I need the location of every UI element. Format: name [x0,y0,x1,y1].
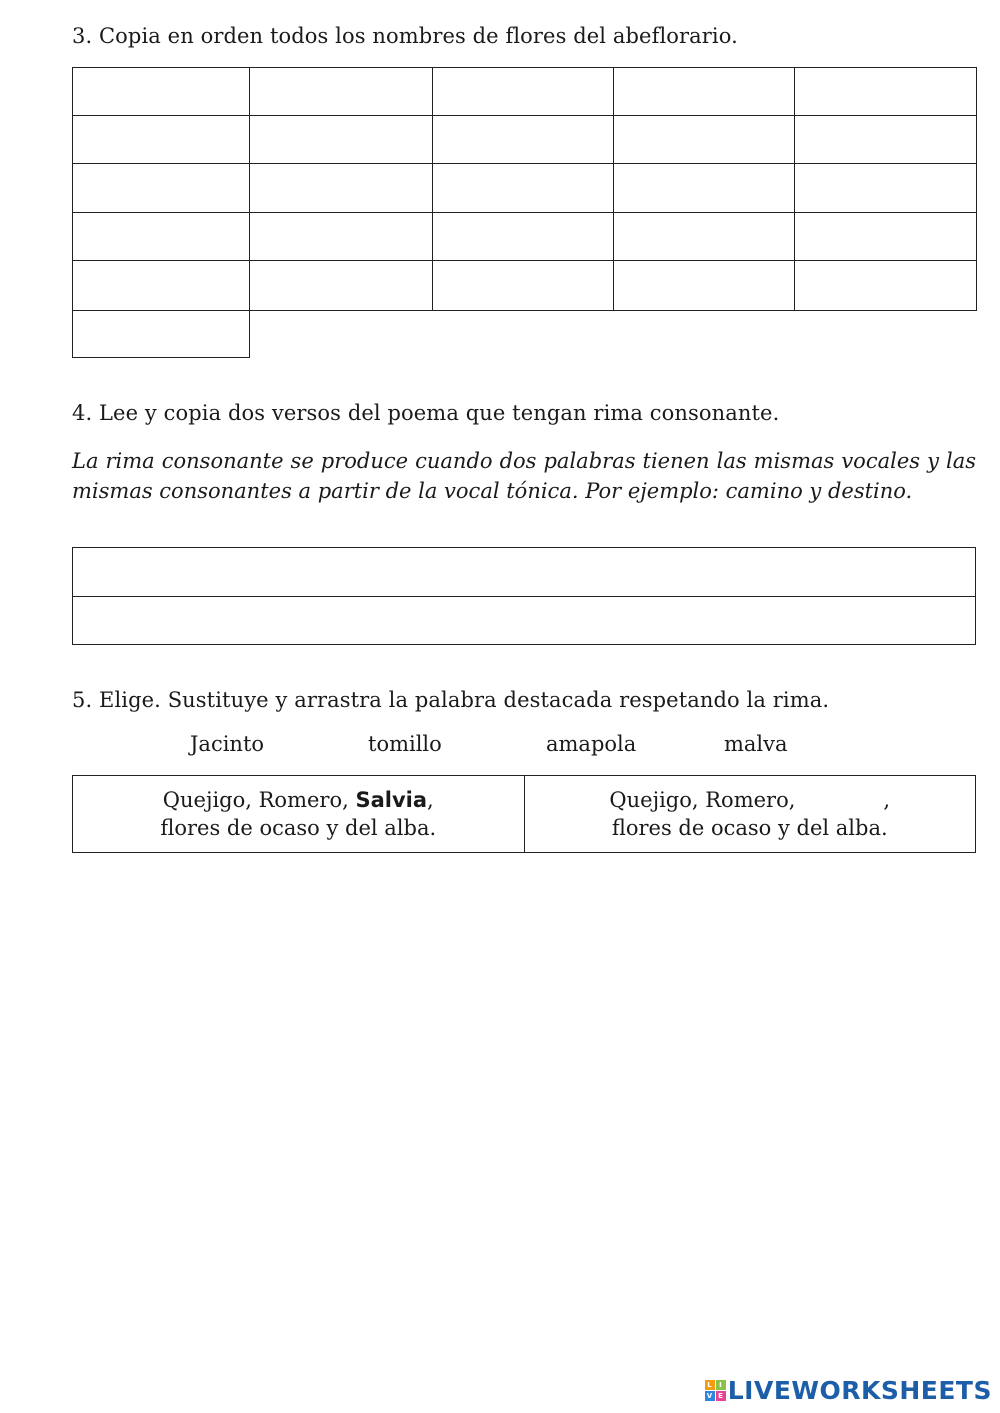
flower-answer-cell[interactable] [72,67,250,116]
flower-answer-cell[interactable] [72,310,250,358]
flower-answer-cell[interactable] [432,260,614,311]
original-verse-cell [73,776,524,852]
flower-answer-cell[interactable] [432,115,614,164]
liveworksheets-logo-icon: L I V E [705,1380,726,1401]
flower-answer-cell[interactable] [72,115,250,164]
new-verse-line-1: Quejigo, Romero, , [609,788,891,812]
flower-answer-cell[interactable] [72,260,250,311]
flower-answer-cell[interactable] [72,212,250,261]
flower-answer-cell[interactable] [613,67,795,116]
flower-answer-cell[interactable] [249,115,433,164]
flower-answer-cell[interactable] [432,163,614,213]
draggable-word-jacinto[interactable]: Jacinto [190,732,265,756]
rhyme-definition-note: La rima consonante se produce cuando dos palabras tienen las mismas vocales y las mismas consonantes a partir de la vocal tónica. Por ejemplo: camino y destino. [72,449,976,503]
original-verse-line-2: flores de ocaso y del alba. [160,816,437,840]
flower-answer-cell[interactable] [613,163,795,213]
question-4-title: 4. Lee y copia dos versos del poema que tengan rima consonante. [72,401,780,425]
flower-answer-cell[interactable] [249,212,433,261]
flower-answer-cell[interactable] [249,67,433,116]
flower-answer-cell[interactable] [613,212,795,261]
flower-answer-cell[interactable] [72,163,250,213]
new-verse-cell [524,776,976,852]
flower-answer-cell[interactable] [613,260,795,311]
highlighted-word: Salvia [355,788,428,812]
flower-answer-cell[interactable] [432,67,614,116]
question-5-title: 5. Elige. Sustituye y arrastra la palabra destacada respetando la rima. [72,688,830,712]
flower-answer-cell[interactable] [794,212,977,261]
flower-answer-cell[interactable] [613,115,795,164]
verse-answer-input-2[interactable] [72,596,976,645]
flower-answer-cell[interactable] [794,163,977,213]
new-verse-line-2: flores de ocaso y del alba. [611,816,888,840]
draggable-word-amapola[interactable]: amapola [546,732,637,756]
verse-substitution-table [72,775,976,853]
liveworksheets-logo [705,1376,992,1405]
original-verse-line-1: Quejigo, Romero, Salvia, [162,788,434,812]
flower-answer-cell[interactable] [249,163,433,213]
flower-answer-cell[interactable] [249,260,433,311]
draggable-word-tomillo[interactable]: tomillo [368,732,442,756]
liveworksheets-logo-text: LIVEWORKSHEETS [727,1376,992,1405]
question-3-title: 3. Copia en orden todos los nombres de flores del abeflorario. [72,24,738,48]
verse-answer-input-1[interactable] [72,547,976,597]
draggable-word-malva[interactable]: malva [724,732,788,756]
flower-answer-cell[interactable] [794,67,977,116]
flower-answer-cell[interactable] [432,212,614,261]
flower-answer-cell[interactable] [794,260,977,311]
flower-answer-cell[interactable] [794,115,977,164]
